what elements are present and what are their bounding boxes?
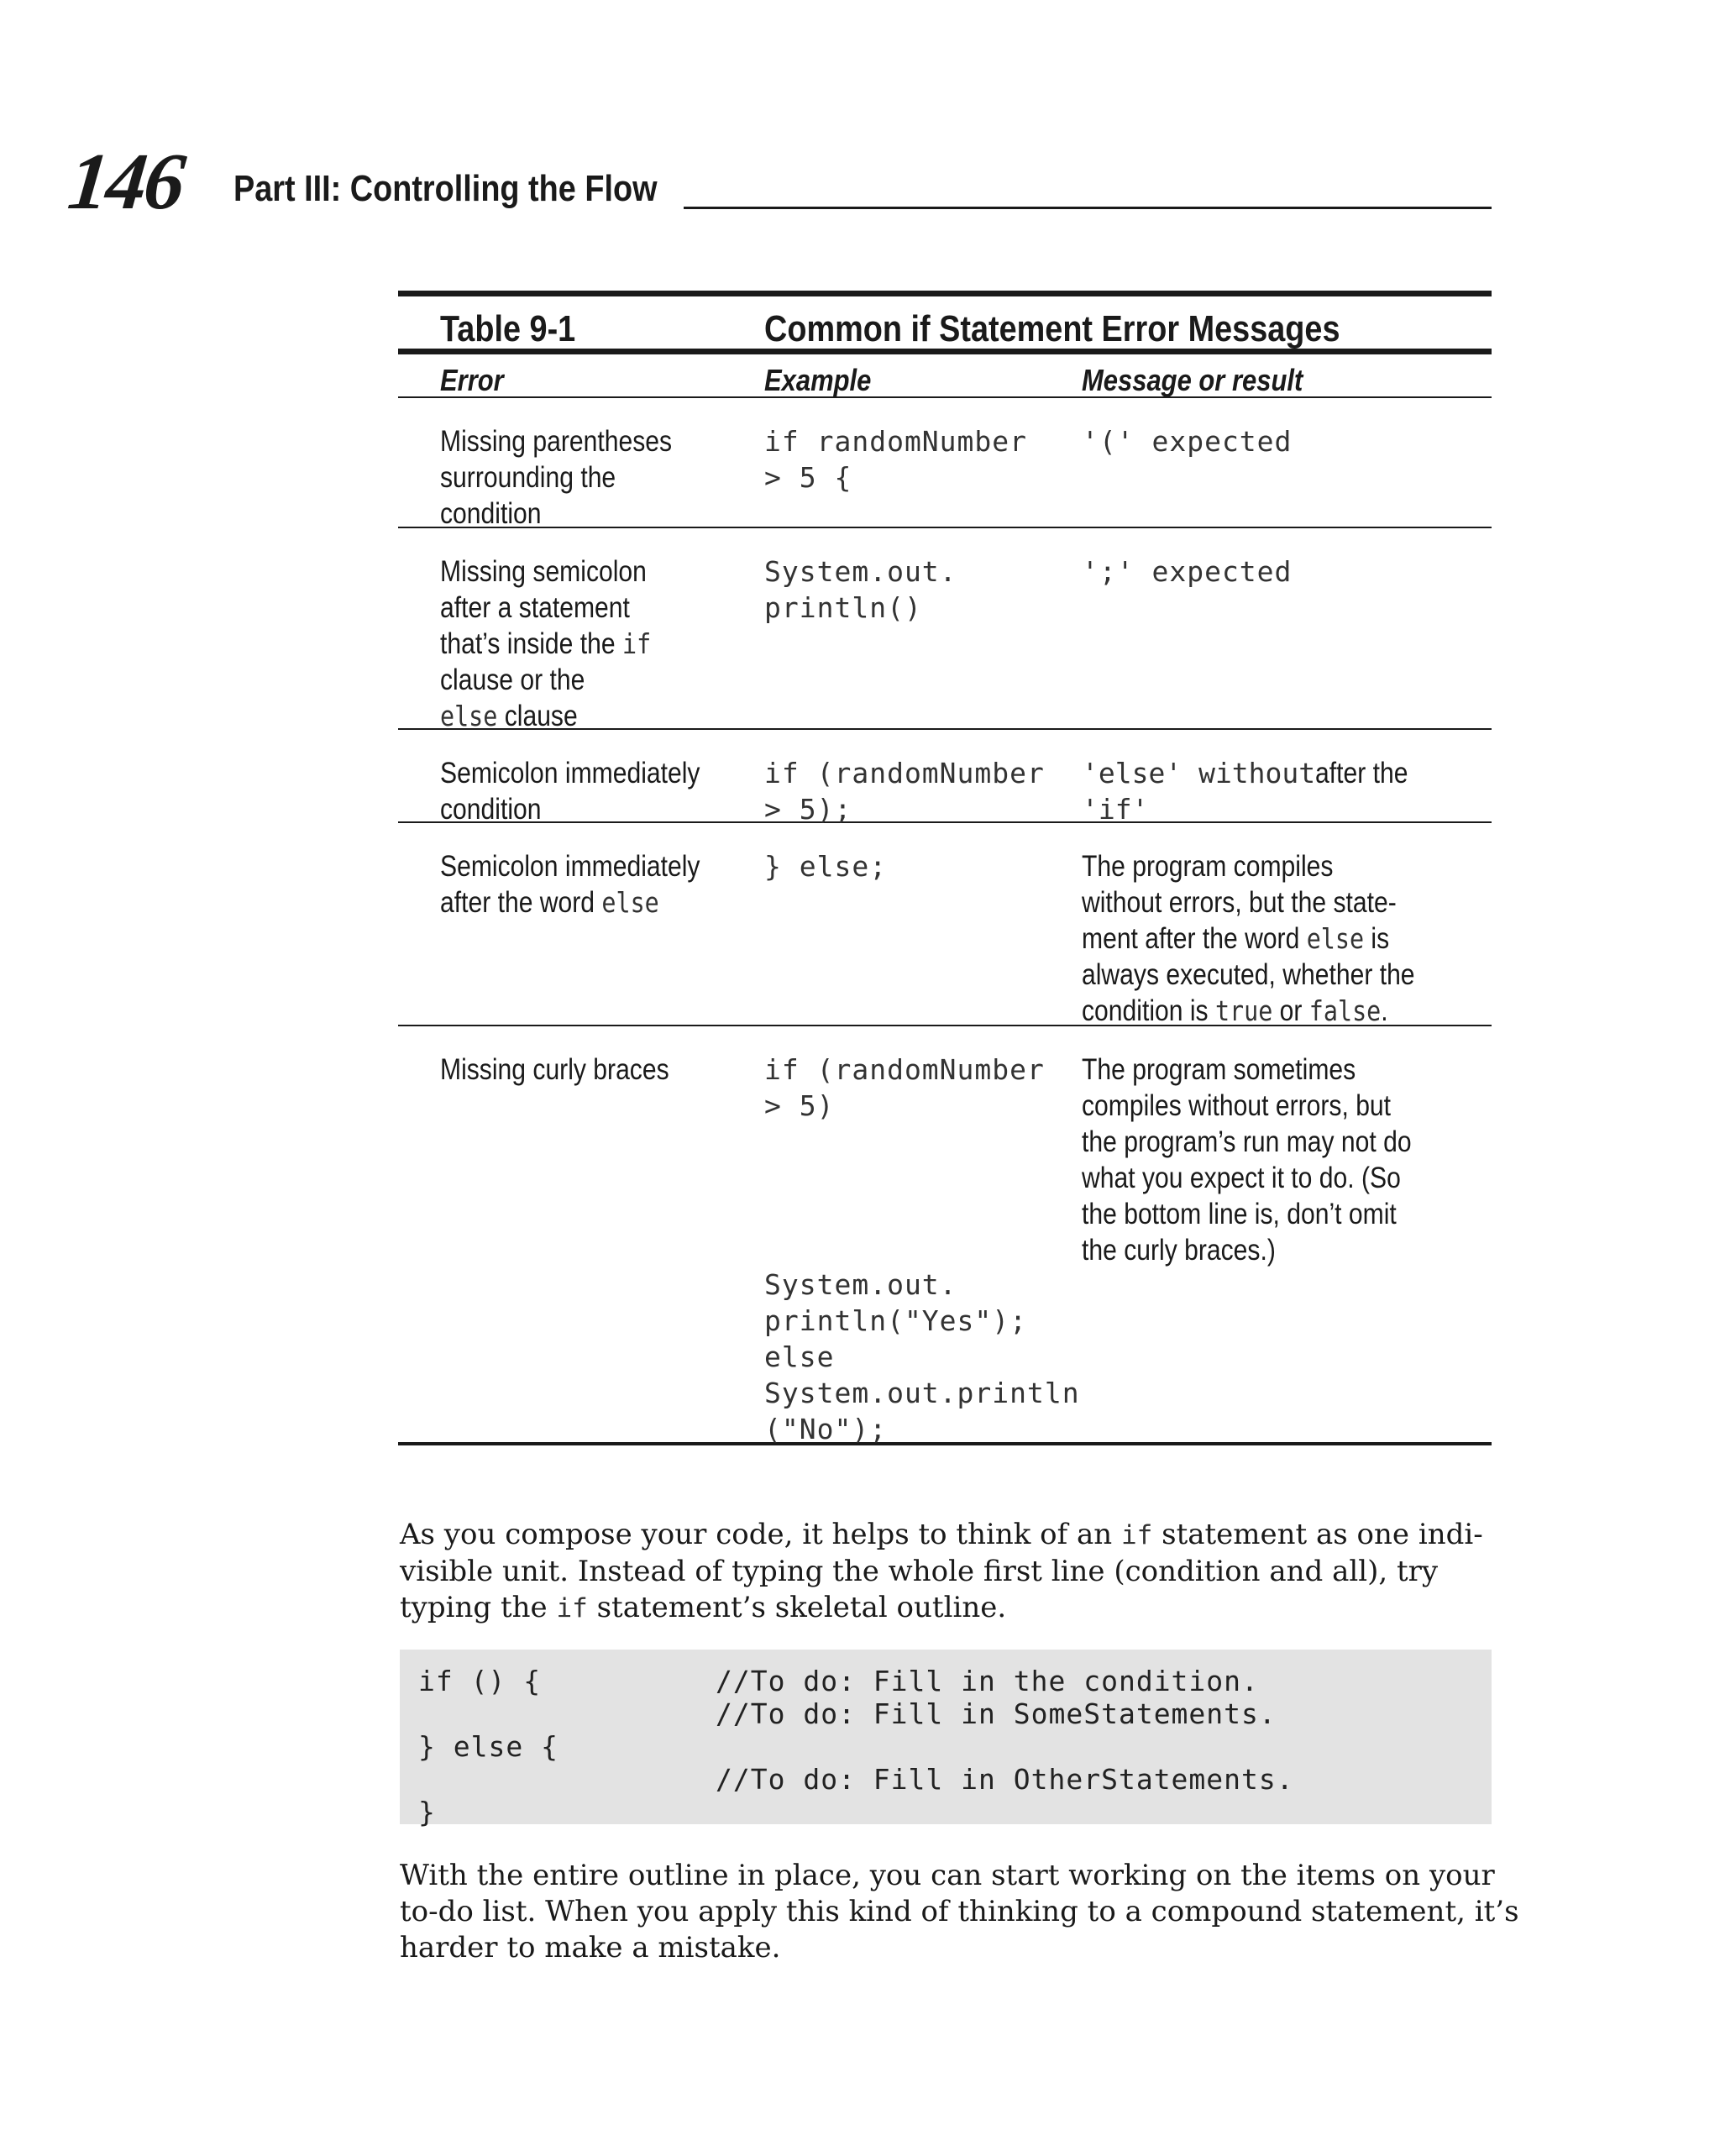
error-text: after the word (440, 886, 602, 919)
message-text: ment after the word (1082, 922, 1307, 955)
error-text: that’s inside the (440, 627, 622, 660)
table-row (398, 730, 1492, 826)
code-line: if () { (418, 1665, 542, 1697)
message-code: 'else' without (1082, 757, 1316, 789)
error-text: condition (440, 497, 542, 530)
example-code: println() (764, 591, 922, 624)
paragraph-text: typing the (400, 1591, 557, 1624)
paragraph-conclusion (400, 1858, 1519, 1966)
error-text: clause (497, 700, 578, 732)
error-cell (440, 755, 742, 827)
example-code: else (764, 1340, 835, 1373)
message-text: or (1272, 994, 1309, 1027)
error-text: Semicolon immediately (440, 850, 700, 883)
code-comment: //To do: Fill in OtherStatements. (716, 1763, 1294, 1796)
message-text: without errors, but the state- (1082, 886, 1397, 919)
example-cell (764, 848, 1067, 884)
paragraph-text: With the entire outline in place, you can start working on the items on your (400, 1859, 1495, 1892)
error-table (398, 291, 1492, 1445)
example-code: if (randomNumber (764, 757, 1045, 789)
error-text: Missing parentheses (440, 425, 673, 458)
message-text: compiles without errors, but (1082, 1089, 1392, 1122)
error-cell (440, 848, 742, 921)
code-listing (400, 1650, 1492, 1828)
example-code: ("No"); (764, 1413, 888, 1445)
example-cell (764, 553, 1067, 626)
message-text: condition is (1082, 994, 1215, 1027)
message-cell (1082, 848, 1492, 1029)
message-text: the curly braces.) (1082, 1234, 1276, 1267)
paragraph-text: statement as one indi- (1152, 1518, 1483, 1551)
example-cell (764, 755, 1067, 827)
message-code: 'if' (1082, 793, 1149, 826)
example-code: > 5) (764, 1089, 835, 1122)
example-cell (764, 423, 1067, 496)
message-cell (1082, 755, 1492, 827)
error-text: clause or the (440, 664, 585, 696)
error-code: if (621, 627, 652, 660)
message-cell (1082, 1052, 1492, 1268)
table-row (398, 1026, 1492, 1445)
example-code: > 5 { (764, 461, 852, 494)
table-title-row (398, 296, 1492, 349)
message-text: is (1364, 922, 1390, 955)
code-comment: //To do: Fill in SomeStatements. (716, 1697, 1277, 1730)
paragraph-intro (400, 1517, 1492, 1627)
example-cell (764, 1052, 1067, 1124)
running-head: Part III: Controlling the Flow (233, 168, 658, 209)
message-text: The program compiles (1082, 850, 1334, 883)
error-cell (440, 1052, 742, 1088)
message-text: . (1381, 994, 1388, 1027)
error-cell (440, 553, 742, 734)
error-code: else (440, 700, 498, 732)
paragraph-text: statement’s skeletal outline. (587, 1591, 1007, 1624)
example-code: println("Yes"); (764, 1304, 1028, 1337)
column-header-example: Example (764, 363, 872, 397)
message-text: the bottom line is, don’t omit (1082, 1198, 1397, 1230)
example-code: if (randomNumber (764, 1053, 1045, 1086)
code-comment: //To do: Fill in the condition. (716, 1665, 1259, 1697)
table-header-row (398, 354, 1492, 396)
error-text: condition (440, 793, 542, 826)
code-line: } else { (418, 1730, 558, 1763)
example-code: System.out. (764, 1268, 957, 1301)
example-code: System.out. (764, 555, 957, 588)
table-top-rule (398, 291, 1492, 296)
column-header-error: Error (440, 363, 504, 397)
message-cell (1082, 423, 1492, 459)
example-code: } else; (764, 850, 888, 883)
table-title: Common if Statement Error Messages (764, 308, 1340, 349)
page-number: 146 (64, 136, 187, 226)
error-text: Missing curly braces (440, 1053, 669, 1086)
message-text: always executed, whether the (1082, 958, 1415, 991)
table-row (398, 398, 1492, 530)
error-code: else (601, 886, 659, 919)
error-text: surrounding the (440, 461, 616, 494)
example-cell-continued (764, 1267, 1080, 1447)
message-code: else (1306, 922, 1365, 955)
example-code: > 5); (764, 793, 852, 826)
example-code: System.out.println (764, 1377, 1080, 1409)
inline-code: if (1120, 1520, 1153, 1550)
message-text: after the (1315, 757, 1408, 789)
message-code: false (1308, 994, 1382, 1027)
table-row (398, 823, 1492, 1025)
inline-code: if (556, 1593, 588, 1624)
message-text: the program’s run may not do (1082, 1125, 1412, 1158)
column-header-message: Message or result (1082, 363, 1303, 397)
table-label: Table 9-1 (440, 308, 576, 349)
message-cell (1082, 553, 1492, 590)
error-text: Semicolon immediately (440, 757, 700, 789)
message-text: what you expect it to do. (So (1082, 1162, 1401, 1194)
paragraph-text: As you compose your code, it helps to think of an (400, 1518, 1121, 1551)
paragraph-text: harder to make a mistake. (400, 1931, 781, 1965)
paragraph-text: to-do list. When you apply this kind of thinking to a compound statement, it’s (400, 1895, 1519, 1928)
message-code: '(' expected (1082, 425, 1293, 458)
error-cell (440, 423, 742, 532)
code-line: } (418, 1796, 436, 1828)
message-code: true (1214, 994, 1273, 1027)
running-head-rule (684, 207, 1492, 209)
error-text: Missing semicolon (440, 555, 647, 588)
paragraph-text: visible unit. Instead of typing the whole first line (condition and all), try (400, 1555, 1439, 1588)
table-row (398, 528, 1492, 732)
message-text: The program sometimes (1082, 1053, 1356, 1086)
example-code: if randomNumber (764, 425, 1028, 458)
error-text: after a statement (440, 591, 630, 624)
message-code: ';' expected (1082, 555, 1293, 588)
